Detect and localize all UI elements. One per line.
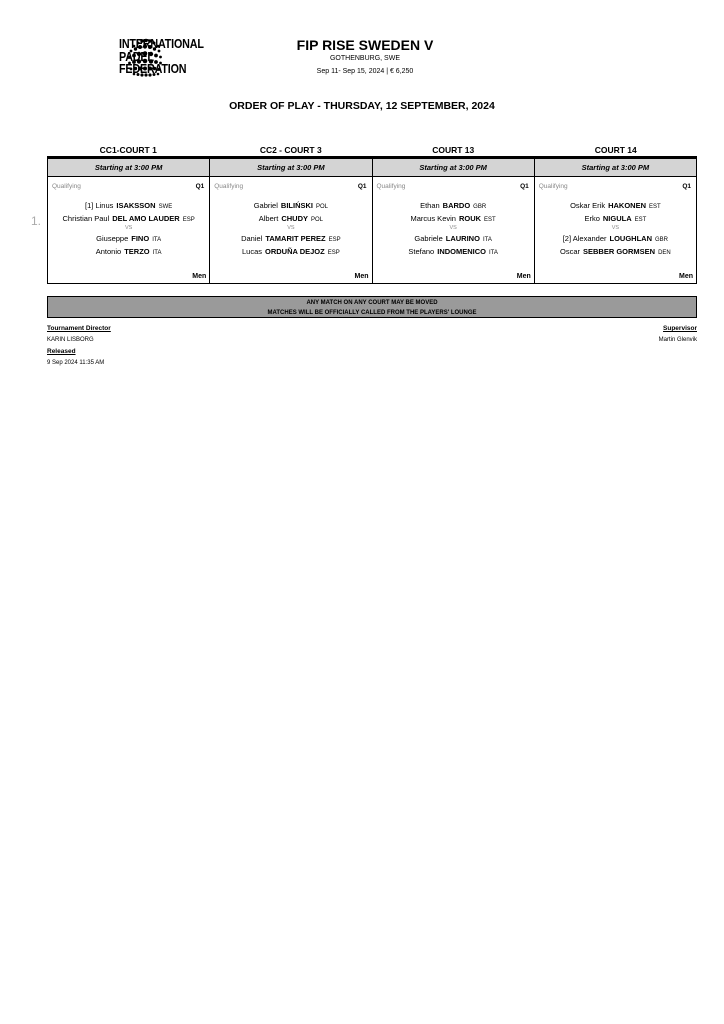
player-first-name: Erko <box>584 214 600 223</box>
player-entry <box>373 201 534 210</box>
player-nationality: ITA <box>488 250 498 256</box>
supervisor-label: Supervisor <box>663 325 697 332</box>
row-number: 1. <box>31 214 42 228</box>
player-nationality: EST <box>649 204 661 210</box>
player-first-name: Christian Paul <box>62 214 110 223</box>
player-entry <box>48 214 209 223</box>
event-city: GOTHENBURG, SWE <box>329 55 400 62</box>
round-label: Q1 <box>520 183 529 190</box>
player-last-name: BILIŃSKI <box>280 201 313 210</box>
match-cell <box>535 159 697 283</box>
player-entry <box>373 214 534 223</box>
court-headers <box>47 145 697 155</box>
player-nationality: EST <box>484 217 496 223</box>
notice-line-1: ANY MATCH ON ANY COURT MAY BE MOVED <box>306 300 438 306</box>
player-nationality: ESP <box>328 237 341 243</box>
round-label: Q1 <box>195 183 205 190</box>
player-entry <box>210 214 371 223</box>
draw-label: Men <box>192 273 207 280</box>
federation-wordmark <box>119 38 204 76</box>
court-header: CC1-COURT 1 <box>99 145 157 155</box>
player-first-name: Stefano <box>408 247 435 256</box>
draw-label: Men <box>354 273 369 280</box>
start-time: Starting at 3:00 PM <box>373 159 534 177</box>
player-nationality: SWE <box>158 204 173 210</box>
player-nationality: EST <box>634 217 647 223</box>
match-cell <box>48 159 210 283</box>
category-label: Qualifying <box>52 183 81 190</box>
director-name: KARIN LISBORG <box>47 337 94 343</box>
player-entry <box>535 214 696 223</box>
seed: [2] <box>562 234 573 243</box>
start-time: Starting at 3:00 PM <box>535 159 696 177</box>
logo-line-1: INTERNATIONAL <box>119 37 204 51</box>
player-last-name: FINO <box>131 234 150 243</box>
player-last-name: BARDO <box>442 201 471 210</box>
logo-line-2: PADEL <box>119 49 154 64</box>
player-nationality: ESP <box>182 217 195 223</box>
player-first-name: Giuseppe <box>96 234 129 243</box>
match-cell <box>210 159 372 283</box>
player-last-name: TAMARIT PEREZ <box>265 234 326 243</box>
player-entry <box>48 234 209 243</box>
player-last-name: NIGULA <box>602 214 632 223</box>
draw-label: Men <box>516 273 531 280</box>
player-last-name: LOUGHLAN <box>609 234 653 243</box>
player-first-name: Alexander <box>572 234 607 243</box>
category-label: Qualifying <box>214 183 244 190</box>
player-entry <box>210 234 371 243</box>
player-last-name: CHUDY <box>281 214 308 223</box>
player-last-name: DEL AMO LAUDER <box>112 214 180 223</box>
player-nationality: GBR <box>473 204 487 210</box>
player-last-name: SEBBER GORMSEN <box>583 247 656 256</box>
player-nationality: POL <box>311 217 324 223</box>
player-nationality: GBR <box>655 237 669 243</box>
player-entry <box>48 201 209 210</box>
player-entry <box>373 234 534 243</box>
player-nationality: ESP <box>327 250 340 256</box>
released-timestamp: 9 Sep 2024 11:35 AM <box>47 360 105 366</box>
versus-label: VS <box>124 225 133 231</box>
round-label: Q1 <box>682 183 691 190</box>
player-entry <box>535 247 696 256</box>
player-nationality: DEN <box>658 250 671 256</box>
player-entry <box>373 247 534 256</box>
court-header: COURT 13 <box>432 145 475 155</box>
player-first-name: Marcus Kevin <box>410 214 456 223</box>
player-last-name: ROUK <box>458 214 482 223</box>
versus-label: VS <box>287 225 295 231</box>
match-cell <box>373 159 535 283</box>
court-header: COURT 14 <box>594 145 637 155</box>
notice-line-2: MATCHES WILL BE OFFICIALLY CALLED FROM THE PLAYERS' LOUNGE <box>267 310 477 316</box>
player-first-name: Lucas <box>241 247 262 256</box>
versus-label: VS <box>611 225 620 231</box>
player-entry <box>210 247 371 256</box>
start-time: Starting at 3:00 PM <box>210 159 371 177</box>
player-first-name: Gabriele <box>414 234 443 243</box>
player-first-name: Linus <box>95 201 114 210</box>
supervisor-name: Martin Glenvik <box>658 337 697 343</box>
order-of-play-heading: ORDER OF PLAY - THURSDAY, 12 SEPTEMBER, 2024 <box>229 100 495 112</box>
player-nationality: ITA <box>482 237 492 243</box>
player-entry <box>535 201 696 210</box>
event-title: FIP RISE SWEDEN V <box>296 37 434 53</box>
player-nationality: ITA <box>152 250 162 256</box>
schedule-grid <box>47 159 697 284</box>
versus-label: VS <box>449 225 457 231</box>
player-entry <box>210 201 371 210</box>
player-last-name: LAURINO <box>445 234 480 243</box>
event-dates-prize: Sep 11- Sep 15, 2024 | € 6,250 <box>316 68 414 75</box>
start-time: Starting at 3:00 PM <box>48 159 209 177</box>
player-first-name: Oscar <box>559 247 580 256</box>
player-first-name: Daniel <box>241 234 263 243</box>
player-nationality: ITA <box>152 237 162 243</box>
player-first-name: Oskar Erik <box>570 201 606 210</box>
category-label: Qualifying <box>538 183 568 190</box>
player-first-name: Albert <box>258 214 279 223</box>
draw-label: Men <box>679 273 693 280</box>
player-first-name: Antonio <box>95 247 122 256</box>
seed: [1] <box>85 201 96 210</box>
player-last-name: TERZO <box>124 247 150 256</box>
round-label: Q1 <box>357 183 367 190</box>
player-nationality: POL <box>316 204 329 210</box>
released-label: Released <box>47 348 76 355</box>
player-first-name: Gabriel <box>253 201 278 210</box>
player-entry <box>535 234 696 243</box>
player-last-name: ORDUÑA DEJOZ <box>265 247 325 256</box>
director-label: Tournament Director <box>47 325 111 332</box>
category-label: Qualifying <box>376 183 406 190</box>
logo-line-3: FEDERATION <box>119 62 187 76</box>
player-entry <box>48 247 209 256</box>
player-first-name: Ethan <box>420 201 440 210</box>
court-header: CC2 - COURT 3 <box>259 145 322 155</box>
player-last-name: ISAKSSON <box>116 201 156 210</box>
player-last-name: HAKONEN <box>608 201 646 210</box>
notice-banner <box>47 296 697 318</box>
player-last-name: INDOMENICO <box>437 247 486 256</box>
